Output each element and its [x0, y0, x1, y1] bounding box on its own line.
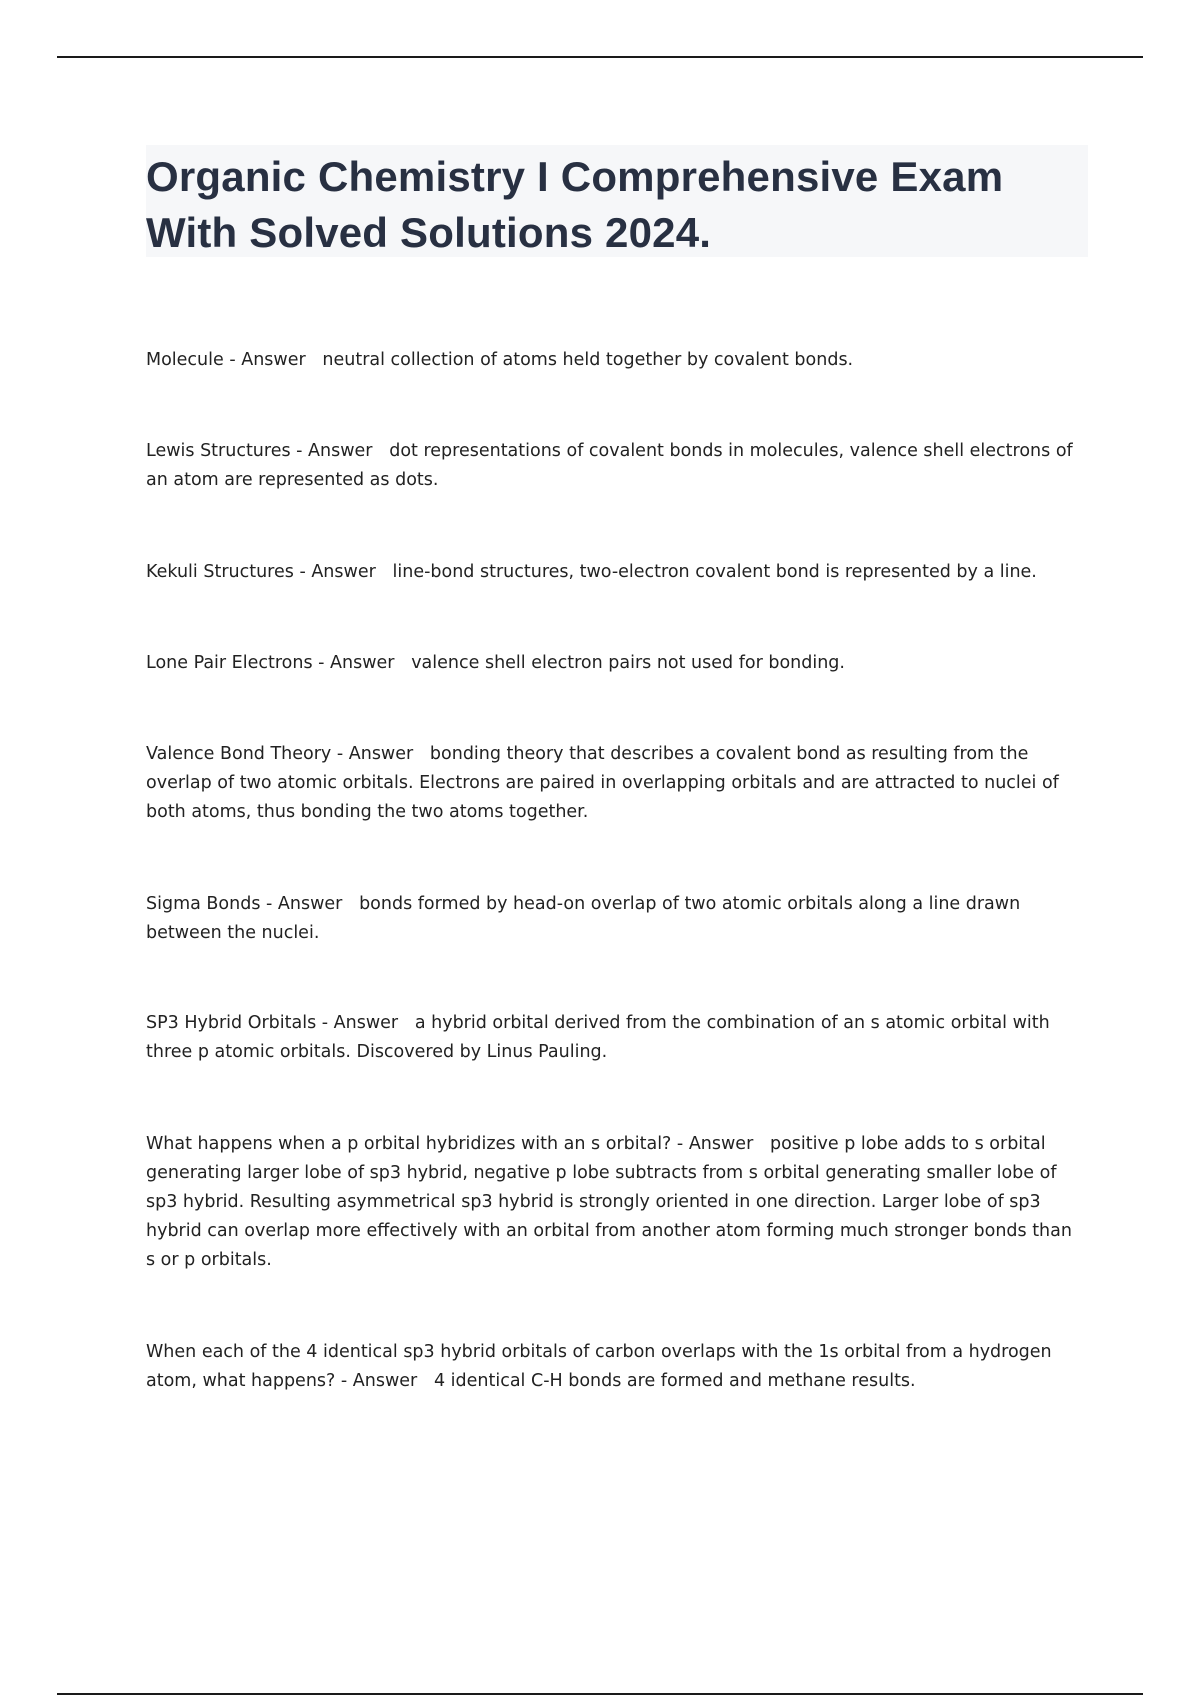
qa-term: Lone Pair Electrons [146, 653, 313, 673]
qa-answer: dot representations of covalent bonds in molecules, valence shell electrons of an atom are represented as dots. [146, 441, 1073, 490]
page-title: Organic Chemistry I Comprehensive Exam With Solved Solutions 2024. [146, 153, 1004, 256]
qa-item-sp3-hybrid-orbitals [146, 1009, 1086, 1067]
qa-answer: bonding theory that describes a covalent bond as resulting from the overlap of two atomic orbitals. Electrons are paired in overlapping orbitals and are attracted to nuclei of both atoms, thus bonding the two atoms together. [146, 744, 1059, 822]
top-rule [57, 56, 1143, 58]
qa-answer-label: Answer [308, 441, 373, 461]
qa-answer: 4 identical C-H bonds are formed and methane results. [433, 1371, 916, 1391]
qa-item-lone-pair-electrons [146, 649, 1086, 678]
qa-term: Lewis Structures [146, 441, 291, 461]
qa-answer-label: Answer [330, 653, 395, 673]
qa-item-lewis-structures [146, 437, 1086, 495]
qa-answer-label: Answer [348, 744, 414, 764]
qa-answer: a hybrid orbital derived from the combination of an s atomic orbital with three p atomic orbitals. Discovered by Linus Pauling. [146, 1013, 1050, 1062]
qa-answer-label: Answer [333, 1013, 399, 1033]
qa-term: Valence Bond Theory [146, 744, 332, 764]
qa-separator: - [293, 562, 312, 582]
qa-answer-label: Answer [352, 1371, 418, 1391]
qa-answer-label: Answer [277, 894, 343, 914]
qa-answer: positive p lobe adds to s orbital generating larger lobe of sp3 hybrid, negative p lobe subtracts from s orbital generating smaller lobe of sp3 hybrid. Resulting asymmetrical sp3 hybrid is strongly oriented in one direction. Larger lobe of sp3 hybrid can overlap more effectively with an orbital from another atom forming much stronger bonds than s or p orbitals. [146, 1134, 1072, 1270]
qa-answer-label: Answer [241, 350, 306, 370]
qa-answer: neutral collection of atoms held together by covalent bonds. [322, 350, 854, 370]
qa-answer-label: Answer [311, 562, 376, 582]
qa-item-valence-bond-theory [146, 740, 1086, 827]
qa-separator: - [260, 894, 278, 914]
qa-term: Molecule [146, 350, 224, 370]
qa-term: Kekuli Structures [146, 562, 294, 582]
qa-separator: - [331, 744, 349, 764]
qa-separator: - [316, 1013, 334, 1033]
qa-separator: - [335, 1371, 353, 1391]
qa-answer: valence shell electron pairs not used for bonding. [411, 653, 845, 673]
qa-item-p-orbital-hybridization [146, 1130, 1086, 1275]
qa-item-sigma-bonds [146, 890, 1086, 948]
qa-separator: - [671, 1134, 689, 1154]
qa-term: What happens when a p orbital hybridizes with an s orbital? [146, 1134, 672, 1154]
qa-answer-label: Answer [688, 1134, 754, 1154]
qa-term: When each of the 4 identical sp3 hybrid orbitals of carbon overlaps with the 1s orbital from a hydrogen atom, what happens? [146, 1342, 1052, 1391]
qa-separator: - [290, 441, 309, 461]
qa-item-kekuli-structures [146, 558, 1086, 587]
title-box [146, 145, 1088, 257]
qa-term: SP3 Hybrid Orbitals [146, 1013, 317, 1033]
qa-separator: - [223, 350, 242, 370]
qa-answer: line-bond structures, two-electron covalent bond is represented by a line. [392, 562, 1037, 582]
qa-item-methane-formation [146, 1338, 1086, 1396]
qa-answer: bonds formed by head-on overlap of two atomic orbitals along a line drawn between the nuclei. [146, 894, 1021, 943]
bottom-rule [57, 1693, 1143, 1695]
qa-separator: - [312, 653, 331, 673]
qa-item-molecule [146, 346, 1086, 375]
qa-term: Sigma Bonds [146, 894, 261, 914]
